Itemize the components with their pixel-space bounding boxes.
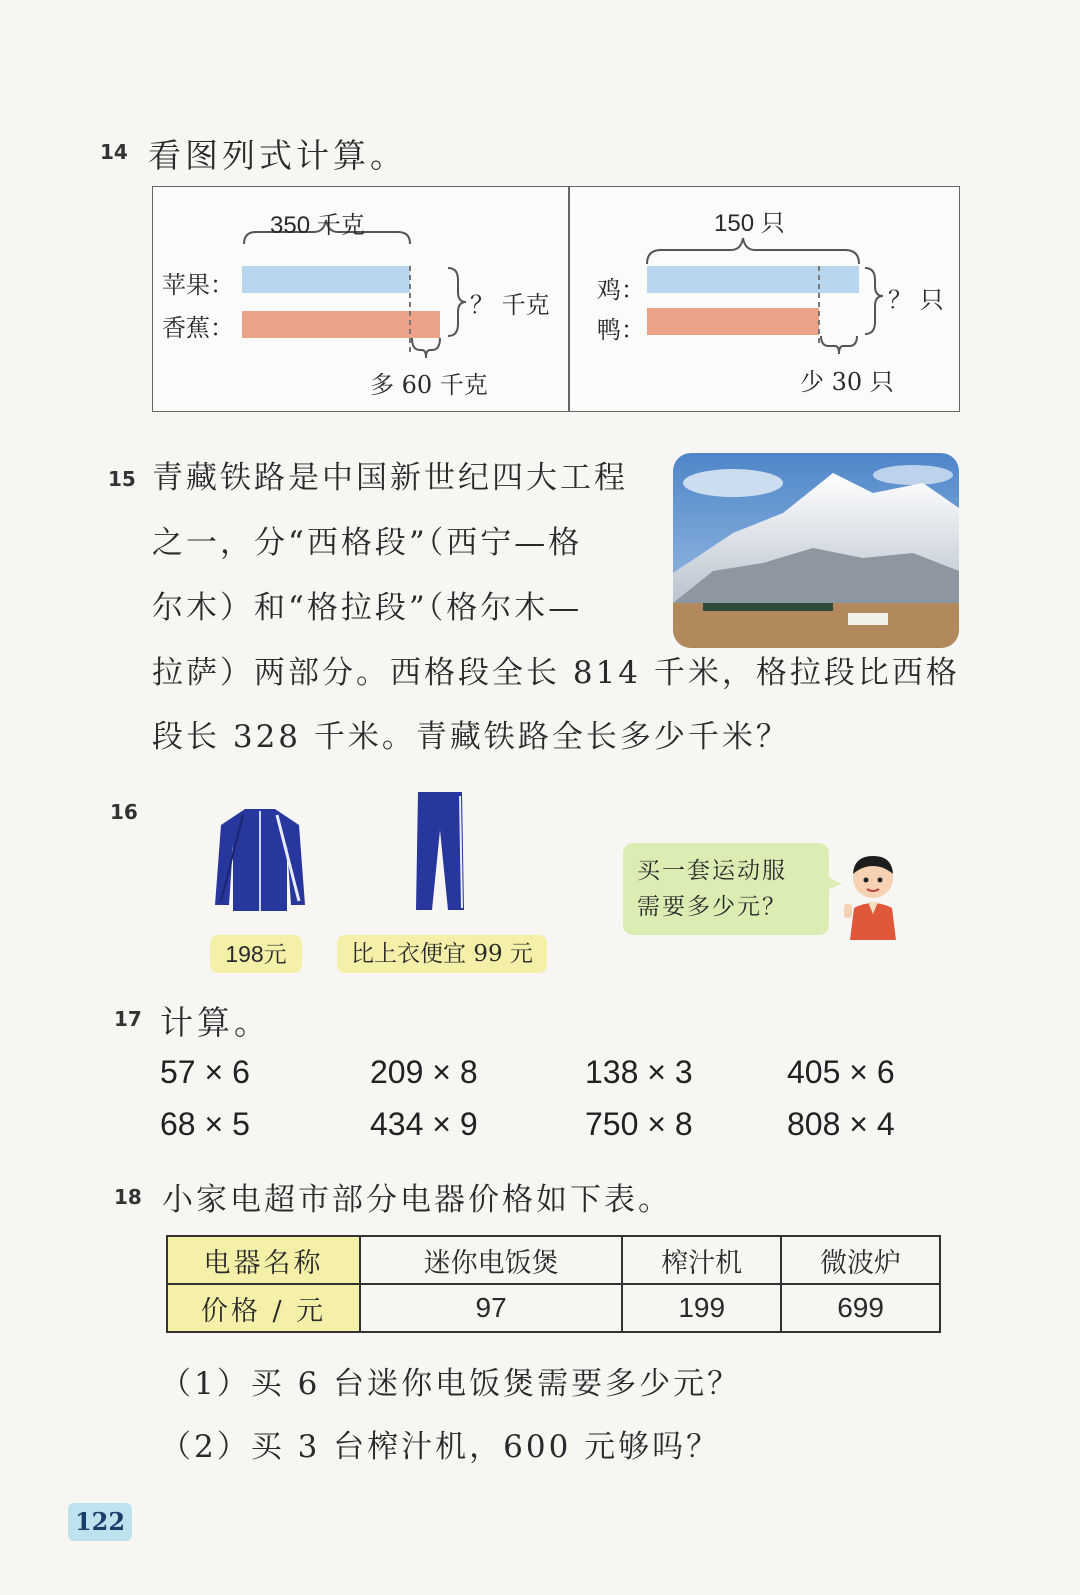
calc-item: 434 × 9 [370,1106,478,1142]
boy-avatar [840,852,906,940]
total-brace-right [647,238,859,264]
problem-16-number: 16 [110,800,138,824]
problem-15-line-1: 青藏铁路是中国新世纪四大工程 [152,460,628,496]
apple-bar [242,266,410,293]
sum-brace-right [865,268,883,334]
calc-item: 209 × 8 [370,1054,478,1090]
pants-price-tag: 比上衣便宜 99 元 [337,935,547,973]
problem-18-question-2: （2）买 3 台榨汁机，600 元够吗？ [160,1429,721,1465]
table-header-cell: 价格 / 元 [167,1284,360,1332]
problem-15-number: 15 [108,467,136,491]
banana-label: 香蕉： [162,314,234,342]
duck-bar [647,308,819,335]
bubble-line-1: 买一套运动服 [637,858,787,884]
problem-14-title: 看图列式计算。 [148,136,407,175]
problem-15-line-4: 拉萨）两部分。西格段全长 814 千米，格拉段比西格 [152,655,960,691]
chicken-label: 鸡： [597,276,645,304]
table-row [167,1284,940,1332]
calc-item: 808 × 4 [787,1106,895,1142]
problem-18-number: 18 [114,1185,142,1209]
pants-image [412,790,468,915]
table-cell: 微波炉 [781,1236,940,1284]
apple-label: 苹果： [162,271,234,299]
jacket-image [215,805,305,915]
table-cell: 97 [360,1284,622,1332]
calc-item: 138 × 3 [585,1054,693,1090]
qinghai-tibet-railway-photo [673,453,959,648]
table-cell: 榨汁机 [622,1236,781,1284]
problem-14-number: 14 [100,140,128,164]
appliance-price-table [166,1235,941,1333]
duck-label: 鸭： [597,316,645,344]
problem-15-line-3: 尔木）和“格拉段”（格尔木— [152,590,583,626]
problem-18-title: 小家电超市部分电器价格如下表。 [162,1182,672,1218]
jacket-price-tag: 198元 [210,935,302,973]
right-question-label: ？ 只 [888,286,944,314]
problem-15-line-5: 段长 328 千米。青藏铁路全长多少千米？ [152,719,790,755]
banana-diff-label: 多 60 千克 [370,371,488,399]
problem-17-title: 计算。 [160,1003,271,1042]
sum-brace-left [448,268,466,336]
calc-item: 68 × 5 [160,1106,250,1142]
problem-18-question-1: （1）买 6 台迷你电饭煲需要多少元？ [160,1366,742,1402]
problem-17-number: 17 [114,1007,142,1031]
table-header-cell: 电器名称 [167,1236,360,1284]
diff-brace-right [821,336,857,354]
table-cell: 699 [781,1284,940,1332]
table-cell: 迷你电饭煲 [360,1236,622,1284]
page-number: 122 [68,1503,132,1541]
duck-diff-label: 少 30 只 [800,368,894,396]
calc-item: 750 × 8 [585,1106,693,1142]
left-question-label: ？ 千克 [470,291,550,319]
speech-bubble [623,843,829,935]
bubble-line-2: 需要多少元？ [637,894,787,920]
chicken-total-label: 150 只 [714,210,785,237]
table-row [167,1236,940,1284]
table-cell: 199 [622,1284,781,1332]
calc-item: 405 × 6 [787,1054,895,1090]
apple-total-label: 350 千克 [270,212,365,239]
problem-15-line-2: 之一，分“西格段”（西宁—格 [152,525,583,561]
calc-item: 57 × 6 [160,1054,250,1090]
diff-brace-left [412,338,440,358]
chicken-bar [647,266,859,293]
